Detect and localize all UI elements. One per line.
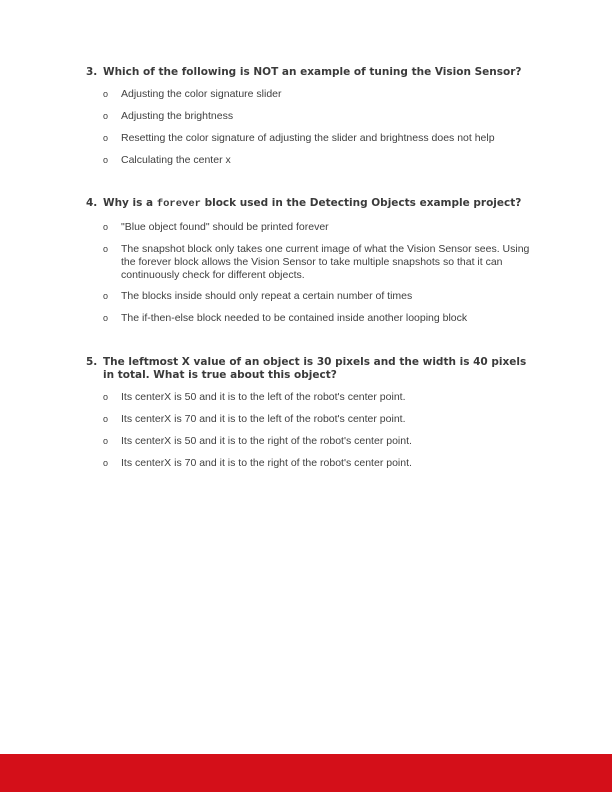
answer-option (103, 290, 533, 303)
answer-option (103, 391, 533, 404)
answer-option (103, 154, 533, 167)
bullet: o (103, 436, 109, 446)
prompt-before-code: Why is a (103, 197, 154, 209)
question-number: 5. (86, 356, 98, 368)
answer-text: Resetting the color signature of adjusting the slider and brightness does not help (121, 132, 495, 144)
answer-option (103, 132, 533, 145)
answer-text: The snapshot block only takes one current image of what the Vision Sensor sees. Using the forever block allows the Vision Sensor to take multiple snapshots so that it can continuously check for different objects. (121, 243, 530, 281)
answer-text: Its centerX is 70 and it is to the right of the robot's center point. (121, 457, 412, 469)
answer-option (103, 457, 533, 470)
question-4-prompt (86, 197, 536, 211)
answer-option (103, 312, 533, 325)
bullet: o (103, 133, 109, 143)
answer-text: The blocks inside should only repeat a certain number of times (121, 290, 413, 302)
bullet: o (103, 291, 109, 301)
answer-text: Calculating the center x (121, 154, 231, 166)
question-text: Which of the following is NOT an example of tuning the Vision Sensor? (103, 66, 522, 78)
answer-option (103, 413, 533, 426)
question-text (103, 197, 536, 211)
bullet: o (103, 89, 109, 99)
question-5 (86, 356, 536, 469)
question-4 (86, 197, 536, 324)
answer-text: Adjusting the color signature slider (121, 88, 282, 100)
bullet: o (103, 155, 109, 165)
question-text: The leftmost X value of an object is 30 pixels and the width is 40 pixels in total. What is true about this object? (103, 356, 527, 381)
answer-text: "Blue object found" should be printed forever (121, 221, 329, 233)
question-5-prompt (86, 356, 536, 382)
bullet: o (103, 414, 109, 424)
code-keyword: forever (156, 198, 201, 210)
question-number: 3. (86, 66, 98, 78)
answer-text: Adjusting the brightness (121, 110, 234, 122)
bullet: o (103, 458, 109, 468)
prompt-after-code: block used in the Detecting Objects example project? (204, 197, 522, 209)
answer-text: Its centerX is 70 and it is to the left of the robot's center point. (121, 413, 406, 425)
footer-bar (0, 754, 612, 792)
bullet: o (103, 313, 109, 323)
answer-option (103, 110, 533, 123)
bullet: o (103, 222, 109, 232)
answer-option (103, 243, 533, 282)
answer-text: The if-then-else block needed to be contained inside another looping block (121, 312, 468, 324)
question-3 (86, 66, 536, 166)
bullet: o (103, 244, 109, 254)
answer-text: Its centerX is 50 and it is to the left of the robot's center point. (121, 391, 406, 403)
answer-text: Its centerX is 50 and it is to the right of the robot's center point. (121, 435, 412, 447)
question-3-prompt (86, 66, 536, 79)
bullet: o (103, 111, 109, 121)
answer-option (103, 221, 533, 234)
bullet: o (103, 392, 109, 402)
answer-option (103, 88, 533, 101)
question-number: 4. (86, 197, 98, 209)
answer-option (103, 435, 533, 448)
